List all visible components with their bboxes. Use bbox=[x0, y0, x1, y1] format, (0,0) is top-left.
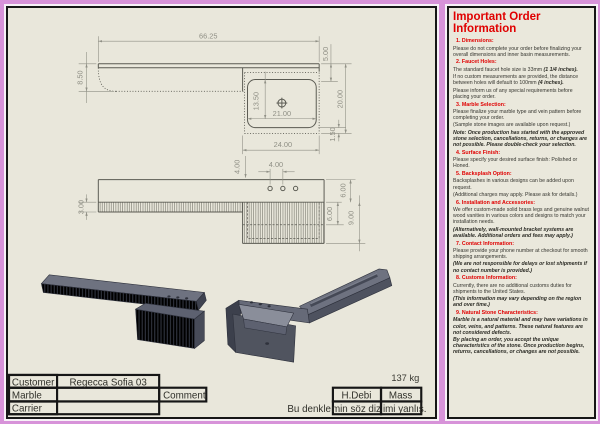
plan-view bbox=[76, 31, 352, 154]
section-text-run: (Sample stone images are available upon request.) bbox=[453, 122, 571, 129]
section-paragraph bbox=[453, 46, 590, 58]
dim-basin-width: 21.00 bbox=[272, 108, 292, 118]
section-paragraph bbox=[453, 122, 590, 128]
section-heading: 8. Customs Information: bbox=[456, 275, 517, 282]
section-paragraph bbox=[453, 88, 590, 100]
dim-height-total: 9.00 bbox=[346, 210, 356, 226]
section-paragraph bbox=[453, 178, 590, 190]
dim-basin-outer: 24.00 bbox=[273, 140, 293, 150]
section-paragraph bbox=[453, 337, 590, 355]
mass-label: Mass bbox=[388, 390, 413, 402]
section-heading: 3. Marble Selection: bbox=[456, 101, 506, 108]
section-text-run: By placing an order, you accept the unique characteristics of the stone. Once production begins, returns, cancellations, or changes are not possible. bbox=[453, 337, 585, 356]
dim-height-lower: 6.00 bbox=[324, 206, 334, 222]
drawing-paper bbox=[6, 6, 437, 419]
dim-basin-depth: 13.50 bbox=[251, 91, 261, 111]
section-paragraph bbox=[453, 109, 590, 121]
dim-height-upper: 6.00 bbox=[338, 183, 348, 198]
section-text-run: Note: Once production has started with the approved stone selection, cancellations, returns, or changes are not possible. Please double-check your selection. bbox=[453, 129, 588, 148]
section-paragraph bbox=[453, 317, 590, 335]
section-text-run: (1 1/4 inches). bbox=[543, 66, 578, 73]
section-view bbox=[77, 156, 366, 251]
dim-left-depth: 8.50 bbox=[75, 70, 85, 85]
section-heading: 2. Faucet Holes: bbox=[456, 59, 497, 66]
title-block bbox=[9, 372, 427, 415]
faucet-hole-symbol bbox=[276, 98, 287, 109]
section-paragraph bbox=[453, 67, 590, 73]
iso-view-left bbox=[41, 275, 206, 349]
marble-label: Marble bbox=[11, 390, 42, 402]
section-text-run: Please inform us of any special requirements before placing your order. bbox=[453, 87, 573, 100]
section-heading: 7. Contact Information: bbox=[456, 240, 514, 247]
technical-drawing bbox=[8, 8, 435, 417]
section-text-run: (We are not responsible for delays or lost shipments if no contact number is provided.) bbox=[453, 261, 587, 274]
section-heading: 9. Natural Stone Characteristics: bbox=[456, 310, 538, 316]
error-text-seg2: min söz diz bbox=[331, 403, 381, 415]
dim-rim: 1.50 bbox=[327, 127, 337, 142]
info-sections bbox=[453, 38, 590, 355]
section-heading: 5. Backsplash Option: bbox=[456, 171, 512, 177]
comment-label: Comment bbox=[163, 390, 206, 402]
section-paragraph bbox=[453, 248, 590, 260]
section-text-run: Please provide your phone number at checkout for smooth shipping arrangements. bbox=[453, 247, 588, 261]
dim-hole-spacing: 4.00 bbox=[268, 159, 284, 169]
weight-value: 137 kg bbox=[391, 372, 420, 383]
section-text-run: (Alternatively, wall-mounted bracket systems are available. Additional orders and fees may apply.) bbox=[453, 226, 574, 239]
section-text-run: If no custom measurements are provided, the distance between holes will default to 100mm bbox=[453, 74, 579, 87]
dim-thickness: 3.00 bbox=[76, 199, 86, 215]
section-text-run: (This information may vary depending on the region and over time.) bbox=[453, 296, 582, 309]
iso-view-right bbox=[226, 269, 392, 362]
error-text-seg1: Bu denkle bbox=[287, 403, 331, 415]
section-paragraph bbox=[453, 296, 590, 308]
order-info-panel bbox=[447, 6, 596, 419]
section-text-run: Please specify your desired surface finish: Polished or Honed. bbox=[453, 157, 578, 170]
dim-top-width: 66.25 bbox=[199, 31, 218, 41]
plan-dimension-labels bbox=[76, 31, 345, 149]
section-heading: 6. Installation and Accessories: bbox=[456, 199, 535, 206]
section-paragraph bbox=[453, 130, 590, 148]
plan-dimension-lines bbox=[79, 36, 352, 154]
section-text-run: Currently, there are no additional customs duties for shipments to the United States. bbox=[453, 282, 572, 295]
section-paragraph bbox=[453, 261, 590, 273]
hdebi-label: H.Debi bbox=[341, 390, 372, 402]
section-text-run: Marble is a natural material and may have variations in color, veins, and patterns. These natural features are not considered defects. bbox=[453, 317, 588, 336]
section-paragraph bbox=[453, 192, 590, 198]
error-text-seg3: imi yanlış. bbox=[382, 403, 427, 415]
section-paragraph bbox=[453, 227, 590, 239]
section-text-run: The standard faucet hole size is 33mm bbox=[453, 66, 544, 73]
section-text-run: (Additional charges may apply. Please ask for details.) bbox=[453, 191, 578, 198]
dim-total-depth: 20.00 bbox=[335, 89, 345, 109]
section-paragraph bbox=[453, 207, 590, 225]
dim-hole-offset: 4.00 bbox=[232, 159, 242, 175]
section-text-run: Backsplashes in various designs can be added upon request. bbox=[453, 178, 574, 191]
carrier-label: Carrier bbox=[11, 403, 42, 415]
section-paragraph bbox=[453, 74, 590, 86]
section-text-run: (4 inches). bbox=[538, 80, 564, 87]
customer-value: Regecca Sofia 03 bbox=[69, 377, 147, 389]
section-paragraph bbox=[453, 283, 590, 295]
section-text-run: Please finalize your marble type and vein pattern before completing your order. bbox=[453, 108, 582, 122]
customer-label: Customer bbox=[11, 377, 55, 389]
section-paragraph bbox=[453, 157, 590, 169]
scalloped-edges bbox=[98, 68, 319, 134]
dim-right-rear: 5.00 bbox=[321, 46, 331, 62]
section-heading: 4. Surface Finish: bbox=[456, 149, 501, 156]
info-panel-title: Important Order Information bbox=[453, 11, 541, 36]
section-heading: 1. Dimensions: bbox=[456, 38, 494, 45]
faucet-holes-front bbox=[268, 186, 298, 190]
section-text-run: Please do not complete your order before finalizing your overall dimensions and inner basin measurements. bbox=[453, 45, 582, 58]
section-text-run: We offer custom-made solid brass legs and genuine walnut wood vanities in various colors and designs to match your installation needs. bbox=[453, 207, 589, 226]
